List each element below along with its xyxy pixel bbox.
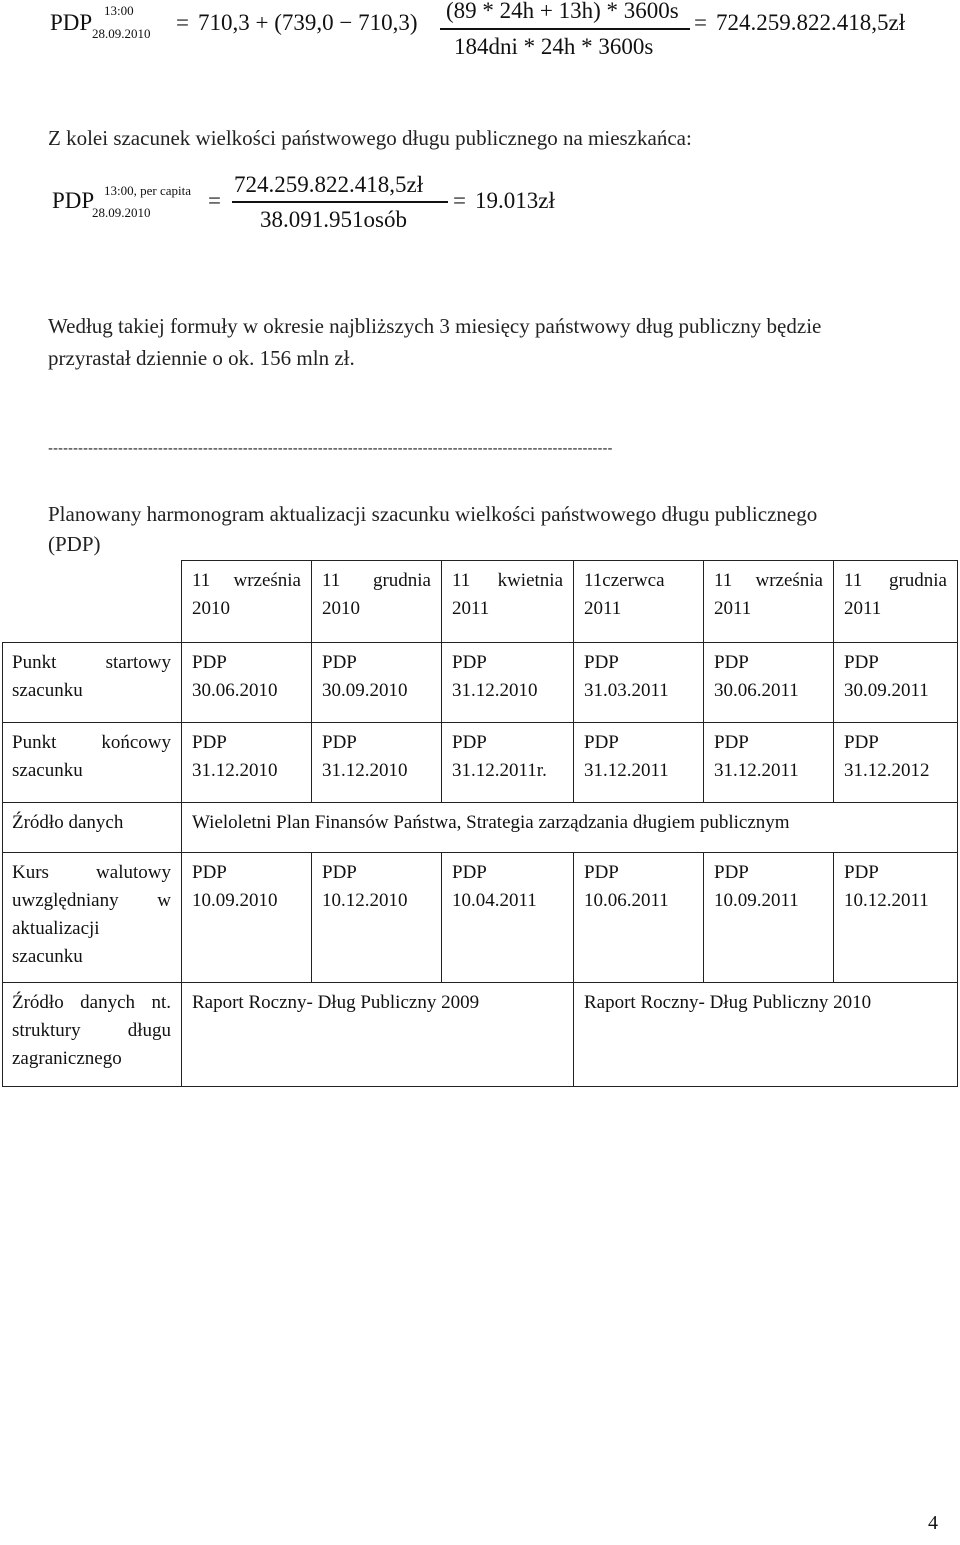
formula2-denominator: 38.091.951osób (260, 207, 407, 232)
table-cell: PDP 31.12.2011 (704, 723, 834, 803)
formula1-numerator: (89 * 24h + 13h) * 3600s (446, 0, 679, 23)
table-cell: PDP 30.09.2011 (834, 643, 958, 723)
column-header: 11czerwca 2011 (574, 561, 704, 643)
row-header: Źródło danych nt. struktury długu zagranicznego (3, 983, 182, 1087)
separator-line: ----------------------------------------------------------------------------------------------------------------- (48, 440, 613, 457)
formula2-result: 19.013zł (475, 188, 555, 213)
table-cell: PDP 31.12.2010 (182, 723, 312, 803)
table-cell: PDP 30.06.2011 (704, 643, 834, 723)
table-header-row (3, 561, 958, 643)
table-cell: PDP 31.12.2012 (834, 723, 958, 803)
schedule-table (2, 560, 958, 1087)
column-header: 11 grudnia 2011 (834, 561, 958, 643)
table-cell: PDP 31.12.2010 (442, 643, 574, 723)
table-cell: PDP 10.06.2011 (574, 853, 704, 983)
row-header: Źródło danych (3, 803, 182, 853)
table-cell: PDP 30.06.2010 (182, 643, 312, 723)
paragraph-per-capita: Z kolei szacunek wielkości państwowego długu publicznego na mieszkańca: (48, 126, 692, 150)
table-cell: PDP 30.09.2010 (312, 643, 442, 723)
formula2-eq2: = (453, 188, 466, 213)
table-corner-cell (3, 561, 182, 643)
page-number: 4 (928, 1512, 938, 1534)
table-cell: Raport Roczny- Dług Publiczny 2009 (182, 983, 574, 1087)
formula1-eq2: = (694, 10, 707, 35)
column-header: 11 września 2010 (182, 561, 312, 643)
table-cell: Wieloletni Plan Finansów Państwa, Strategia zarządzania długiem publicznym (182, 803, 958, 853)
formula2-lhs: PDP (52, 188, 95, 213)
table-cell: PDP 10.04.2011 (442, 853, 574, 983)
table-cell: PDP 10.09.2011 (704, 853, 834, 983)
table-cell: PDP 31.12.2011r. (442, 723, 574, 803)
schedule-title-line2: (PDP) (48, 532, 101, 556)
column-header: 11 grudnia 2010 (312, 561, 442, 643)
formula2-numerator: 724.259.822.418,5zł (234, 172, 424, 197)
formula1-fraction-bar (440, 28, 690, 30)
row-header: Punkt startowy szacunku (3, 643, 182, 723)
table-cell: PDP 10.12.2011 (834, 853, 958, 983)
table-row-data-source (3, 803, 958, 853)
formula1-denominator: 184dni * 24h * 3600s (454, 34, 654, 59)
table-cell: PDP 31.12.2010 (312, 723, 442, 803)
table-row-exchange-rate (3, 853, 958, 983)
paragraph-growth-line1: Według takiej formuły w okresie najbliższych 3 miesięcy państwowy dług publiczny będzie (48, 314, 822, 338)
schedule-title-line1: Planowany harmonogram aktualizacji szacunku wielkości państwowego długu publicznego (48, 502, 818, 526)
column-header: 11 września 2011 (704, 561, 834, 643)
table-row-end-point (3, 723, 958, 803)
table-cell: PDP 31.12.2011 (574, 723, 704, 803)
column-header: 11 kwietnia 2011 (442, 561, 574, 643)
table-cell: PDP 10.09.2010 (182, 853, 312, 983)
formula1-sup: 13:00 (104, 3, 134, 18)
table-row-foreign-debt-source (3, 983, 958, 1087)
table-cell: PDP 10.12.2010 (312, 853, 442, 983)
paragraph-growth-line2: przyrastał dziennie o ok. 156 mln zł. (48, 346, 355, 370)
formula1-result: 724.259.822.418,5zł (716, 10, 906, 35)
row-header: Kurs walutowy uwzględniany w aktualizacji szacunku (3, 853, 182, 983)
table-cell: PDP 31.03.2011 (574, 643, 704, 723)
table-cell: Raport Roczny- Dług Publiczny 2010 (574, 983, 958, 1087)
formula2-eq1: = (208, 188, 221, 213)
formula1-expr: 710,3 + (739,0 − 710,3) (198, 10, 418, 35)
formula1-sub: 28.09.2010 (92, 26, 151, 41)
formula2-fraction-bar (232, 201, 448, 203)
formula2-sub: 28.09.2010 (92, 205, 151, 220)
table-row-start-point (3, 643, 958, 723)
row-header: Punkt końcowy szacunku (3, 723, 182, 803)
formula1-eq1: = (176, 10, 189, 35)
formula2-sup: 13:00, per capita (104, 183, 191, 198)
formula1-lhs: PDP (50, 10, 93, 35)
